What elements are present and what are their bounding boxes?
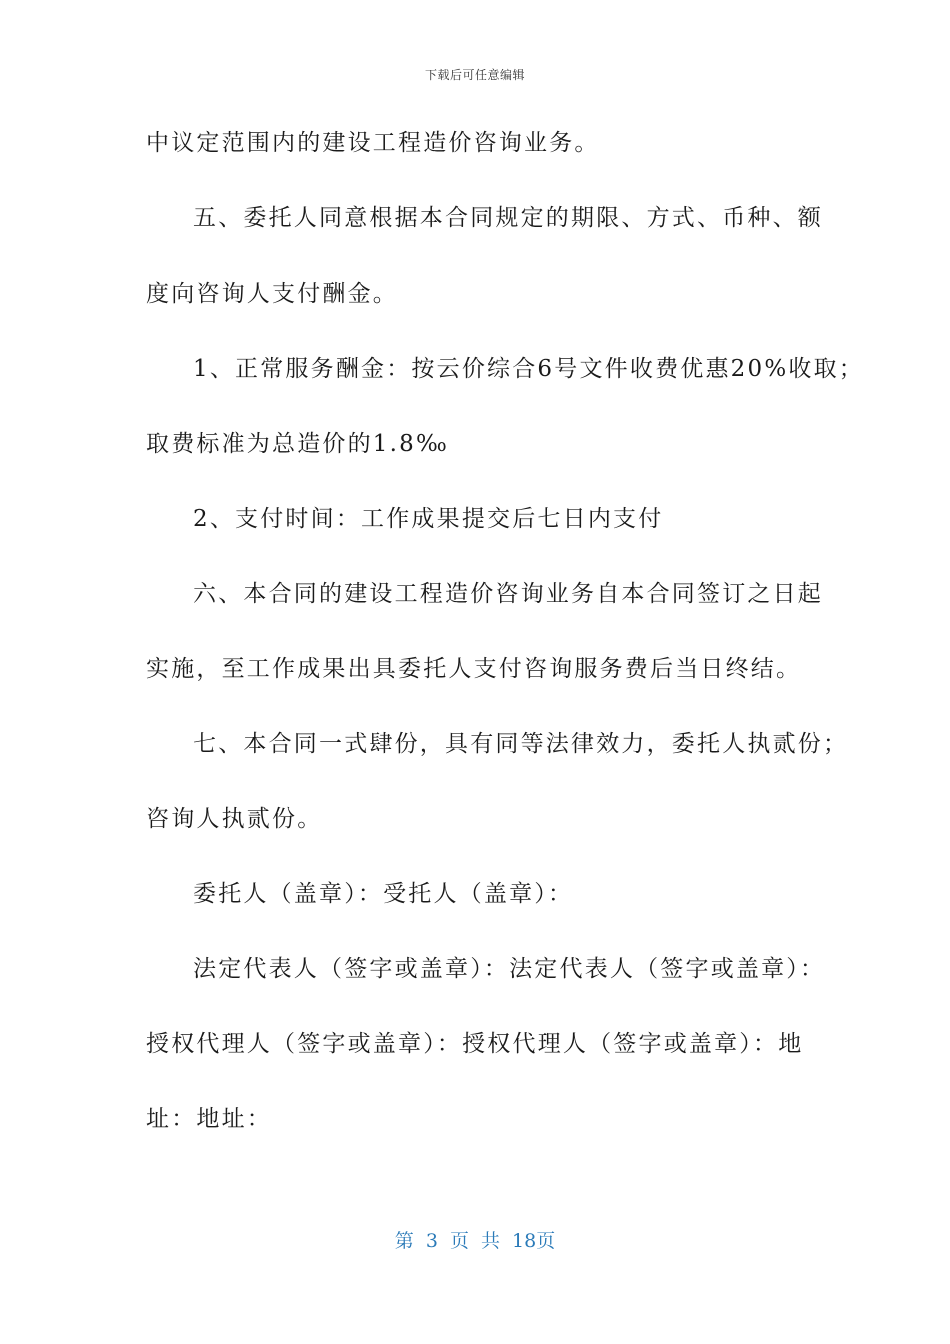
page-number: 第 3 页 共 18页: [394, 1230, 556, 1252]
paragraph-line: 度向咨询人支付酬金。: [146, 281, 398, 307]
paragraph-line: 六、本合同的建设工程造价咨询业务自本合同签订之日起: [193, 581, 823, 607]
paragraph-line: 2、支付时间：工作成果提交后七日内支付: [193, 506, 664, 532]
paragraph-line: 取费标准为总造价的1.8‰: [146, 431, 450, 457]
paragraph-line: 五、委托人同意根据本合同规定的期限、方式、币种、额: [193, 205, 823, 231]
header-note: 下载后可任意编辑: [424, 68, 525, 82]
paragraph-line: 咨询人执贰份。: [146, 806, 323, 832]
paragraph-line: 法定代表人（签字或盖章）：法定代表人（签字或盖章）：: [193, 956, 826, 982]
paragraph-line: 址：地址：: [146, 1106, 272, 1132]
paragraph-line: 中议定范围内的建设工程造价咨询业务。: [146, 130, 600, 156]
paragraph-line: 1、正常服务酬金：按云价综合6号文件收费优惠20%收取；: [193, 356, 864, 382]
paragraph-line: 授权代理人（签字或盖章）：授权代理人（签字或盖章）：地: [146, 1031, 804, 1057]
paragraph-line: 实施，至工作成果出具委托人支付咨询服务费后当日终结。: [146, 656, 802, 682]
paragraph-line: 委托人（盖章）：受托人（盖章）：: [193, 881, 574, 907]
paragraph-line: 七、本合同一式肆份，具有同等法律效力，委托人执贰份；: [193, 731, 849, 757]
